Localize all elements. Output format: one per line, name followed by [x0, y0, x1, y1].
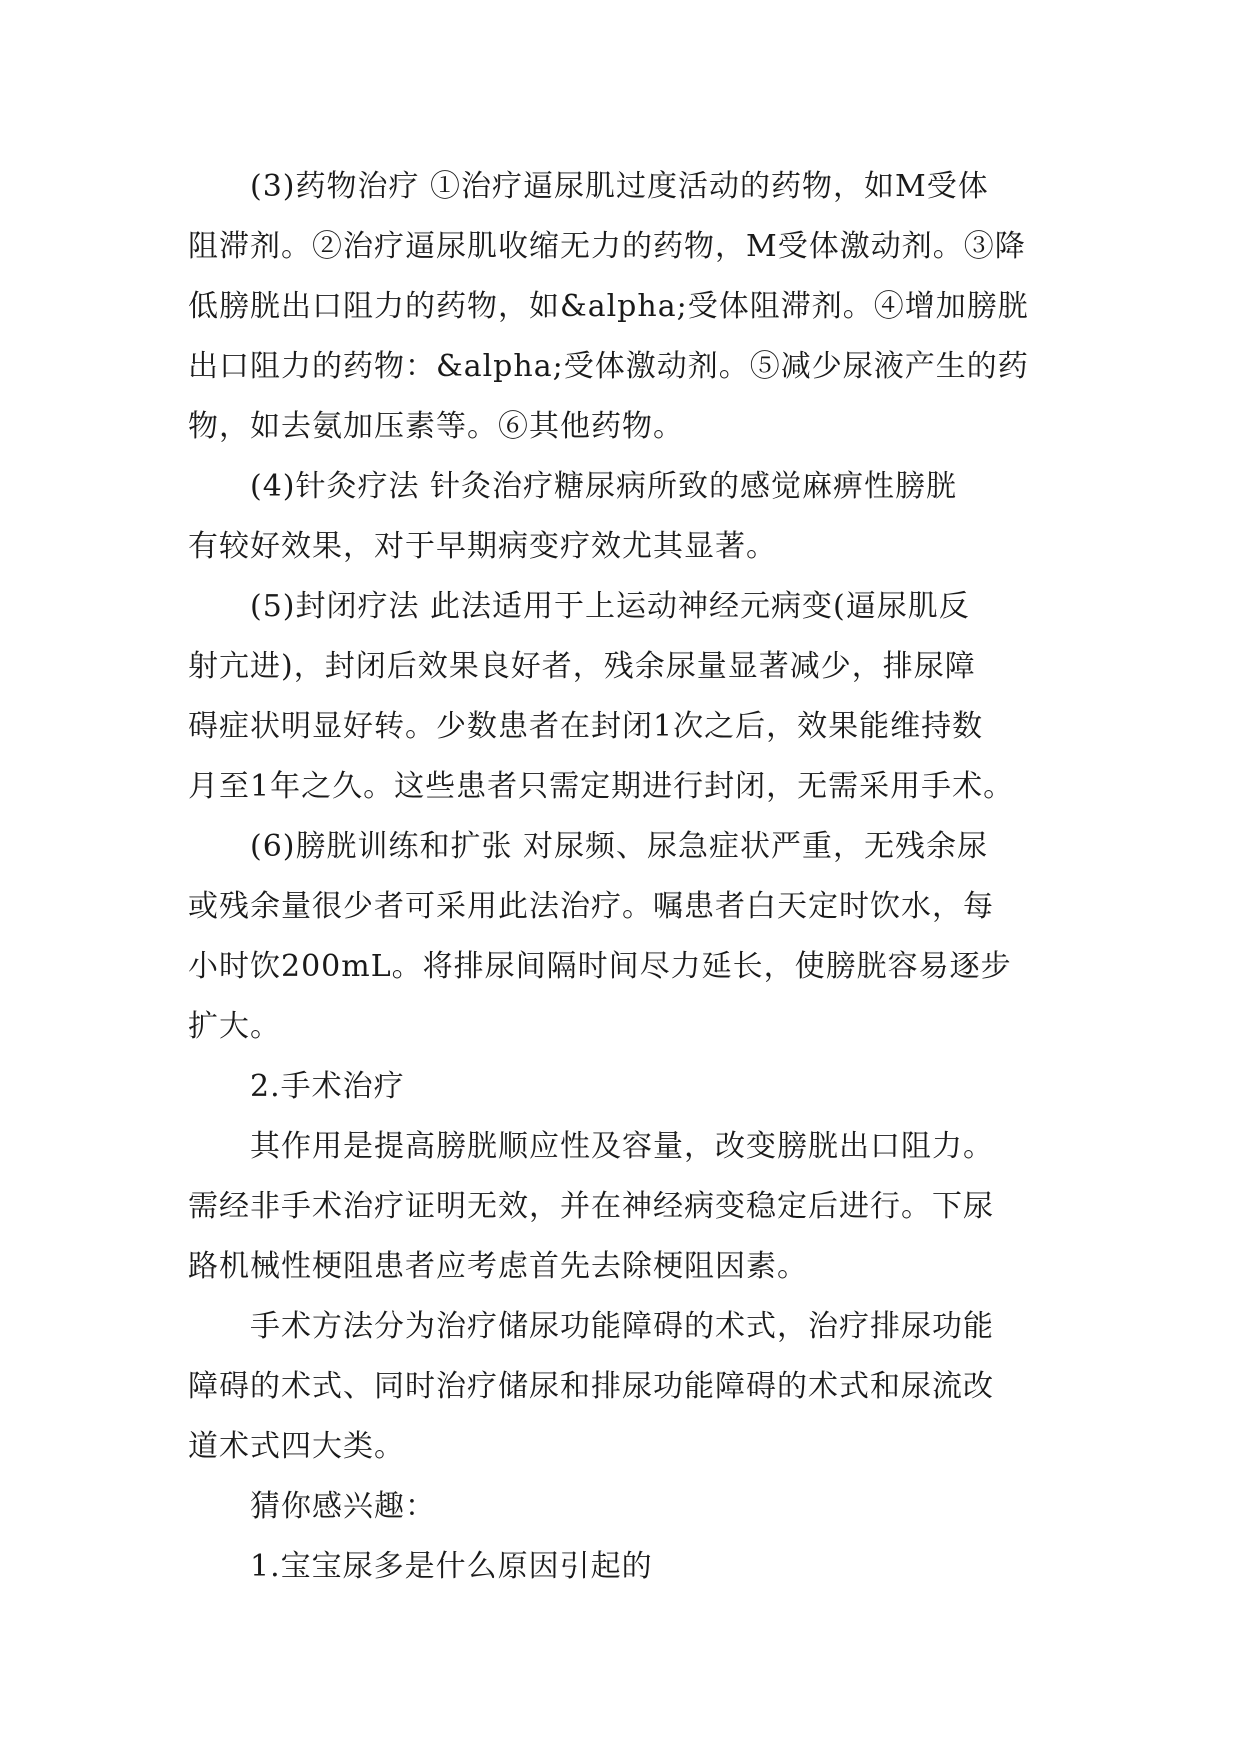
text-line: 手术方法分为治疗储尿功能障碍的术式，治疗排尿功能	[250, 1309, 994, 1344]
text-line: 月至1年之久。这些患者只需定期进行封闭，无需采用手术。	[188, 769, 1015, 804]
text-line: 射亢进)，封闭后效果良好者，残余尿量显著减少，排尿障	[188, 649, 976, 684]
text-line: 路机械性梗阻患者应考虑首先去除梗阻因素。	[188, 1249, 808, 1284]
text-line: 阻滞剂。②治疗逼尿肌收缩无力的药物，M受体激动剂。③降	[188, 229, 1026, 264]
text-line: 扩大。	[188, 1009, 281, 1044]
text-line: 障碍的术式、同时治疗储尿和排尿功能障碍的术式和尿流改	[188, 1369, 994, 1404]
text-line: 低膀胱出口阻力的药物，如&alpha;受体阻滞剂。④增加膀胱	[188, 289, 1029, 324]
text-line: 物，如去氨加压素等。⑥其他药物。	[188, 409, 684, 444]
text-line: 需经非手术治疗证明无效，并在神经病变稳定后进行。下尿	[188, 1189, 994, 1224]
text-line: (6)膀胱训练和扩张 对尿频、尿急症状严重，无残余尿	[250, 829, 989, 864]
document-body	[188, 157, 1068, 1597]
text-line: 1.宝宝尿多是什么原因引起的	[250, 1549, 653, 1584]
text-line: 道术式四大类。	[188, 1429, 405, 1464]
text-line: 猜你感兴趣：	[250, 1489, 436, 1524]
text-line: (4)针灸疗法 针灸治疗糖尿病所致的感觉麻痹性膀胱	[250, 469, 958, 504]
text-line: 碍症状明显好转。少数患者在封闭1次之后，效果能维持数	[188, 709, 984, 744]
text-line: 小时饮200mL。将排尿间隔时间尽力延长，使膀胱容易逐步	[188, 949, 1012, 984]
text-line: 出口阻力的药物：&alpha;受体激动剂。⑤减少尿液产生的药	[188, 349, 1029, 384]
text-line: (5)封闭疗法 此法适用于上运动神经元病变(逼尿肌反	[250, 589, 970, 624]
text-line: 有较好效果，对于早期病变疗效尤其显著。	[188, 529, 777, 564]
text-line: 其作用是提高膀胱顺应性及容量，改变膀胱出口阻力。	[250, 1129, 994, 1164]
text-line: 2.手术治疗	[250, 1069, 405, 1104]
text-line: (3)药物治疗 ①治疗逼尿肌过度活动的药物，如M受体	[250, 169, 989, 204]
text-line: 或残余量很少者可采用此法治疗。嘱患者白天定时饮水，每	[188, 889, 994, 924]
